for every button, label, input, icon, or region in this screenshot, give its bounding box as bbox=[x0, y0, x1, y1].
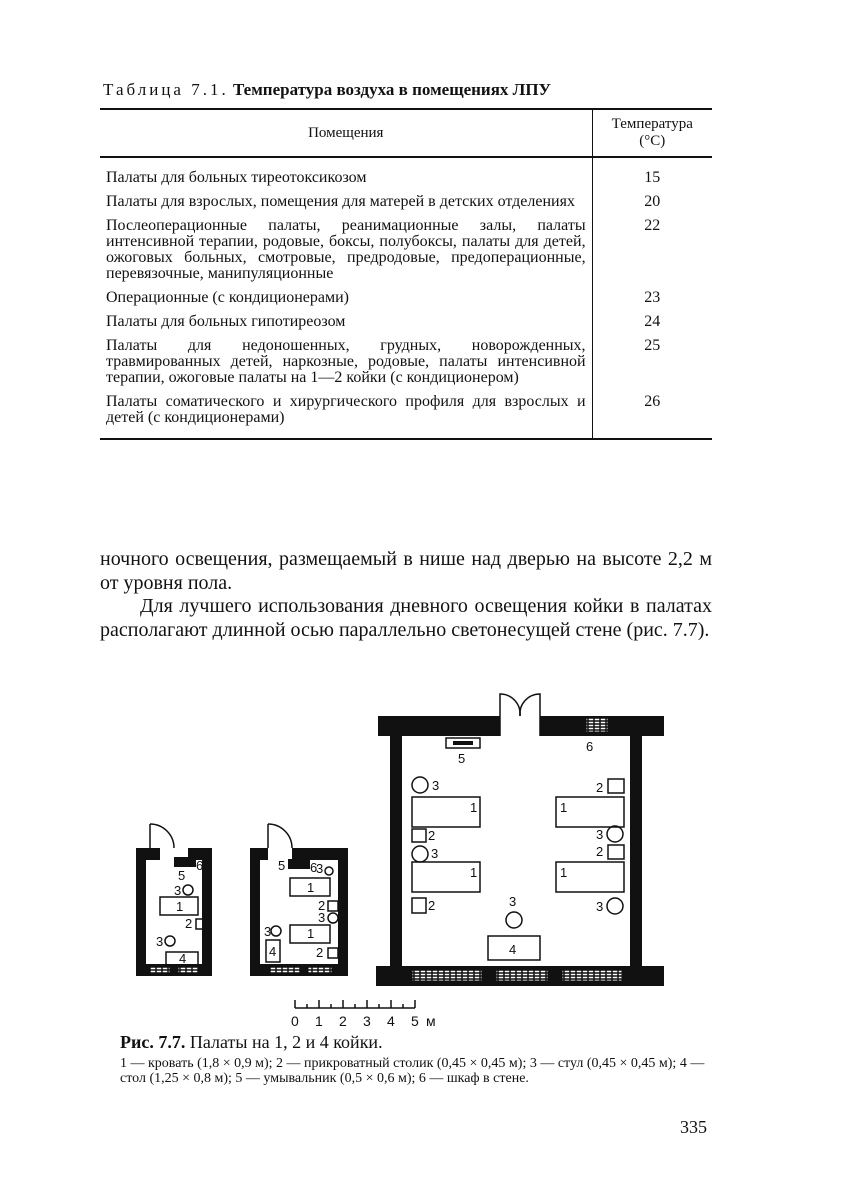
scale-tick-label: 5 bbox=[411, 1013, 419, 1029]
label-3: 3 bbox=[316, 861, 324, 876]
temperature-cell: 20 bbox=[592, 192, 712, 216]
label-1: 1 bbox=[307, 926, 315, 941]
temperature-table bbox=[100, 108, 712, 440]
column-header-temperature bbox=[592, 109, 712, 157]
scale-bar bbox=[295, 1000, 415, 1008]
table-caption bbox=[103, 80, 551, 100]
column-header-temperature-line1: Температура bbox=[611, 116, 693, 132]
table-row bbox=[100, 288, 712, 312]
temperature-cell: 22 bbox=[592, 216, 712, 288]
scale-bar-labels bbox=[291, 1013, 436, 1029]
label-2: 2 bbox=[316, 945, 324, 960]
label-4: 4 bbox=[509, 942, 517, 957]
label-6: 6 bbox=[310, 860, 318, 875]
label-5: 5 bbox=[278, 858, 286, 873]
label-4: 4 bbox=[179, 951, 187, 966]
label-1: 1 bbox=[560, 800, 568, 815]
label-1: 1 bbox=[470, 800, 478, 815]
label-6: 6 bbox=[196, 858, 204, 873]
room-cell: Палаты для больных тиреотоксикозом bbox=[106, 169, 367, 186]
ward-plan-4-labels bbox=[428, 739, 603, 957]
label-2: 2 bbox=[596, 844, 604, 859]
label-3: 3 bbox=[431, 846, 439, 861]
scale-tick-label: 2 bbox=[339, 1013, 347, 1029]
label-1: 1 bbox=[470, 865, 478, 880]
scale-tick-label: 3 bbox=[363, 1013, 371, 1029]
room-cell: Палаты для больных гипотиреозом bbox=[106, 313, 346, 330]
temperature-cell: 15 bbox=[592, 157, 712, 192]
ward-floor-plans bbox=[120, 688, 680, 1030]
room-cell: Послеоперационные палаты, реанимационные залы, палаты интенсивной терапии, родовые, боксы, полубоксы, палаты для детей, ожоговых больных, смотровые, предродовые, предоперационные, перевязочные, манипуляционные bbox=[106, 217, 586, 282]
ward-plan-1-bed bbox=[136, 824, 212, 976]
label-3: 3 bbox=[432, 778, 440, 793]
label-5: 5 bbox=[458, 751, 466, 766]
table-caption-title: Температура воздуха в помещениях ЛПУ bbox=[232, 80, 552, 99]
room-cell: Операционные (с кондиционерами) bbox=[106, 289, 349, 306]
label-3: 3 bbox=[596, 899, 604, 914]
table-row bbox=[100, 336, 712, 392]
figure-legend: 1 — кровать (1,8 × 0,9 м); 2 — прикроватный столик (0,45 × 0,45 м); 3 — стул (0,45 × 0,45 м); 4 — стол (1,25 × 0,8 м); 5 — умывальник (0,5 × 0,6 м); 6 — шкаф в стене. bbox=[120, 1056, 705, 1086]
temperature-cell: 26 bbox=[592, 392, 712, 439]
table-row bbox=[100, 192, 712, 216]
room-cell: Палаты соматического и хирургического профиля для взрослых и детей (с кондиционерами) bbox=[100, 392, 592, 439]
table-row bbox=[100, 216, 712, 288]
body-paragraph-1: ночного освещения, размещаемый в нише над дверью на высоте 2,2 м от уровня пола. bbox=[100, 548, 712, 594]
label-6: 6 bbox=[586, 739, 594, 754]
label-5: 5 bbox=[178, 868, 186, 883]
ward-plan-2-labels bbox=[264, 858, 325, 960]
room-cell: Палаты для взрослых, помещения для матерей в детских отделениях bbox=[106, 193, 575, 210]
label-3: 3 bbox=[156, 934, 164, 949]
label-2: 2 bbox=[428, 828, 436, 843]
label-3: 3 bbox=[509, 894, 517, 909]
label-1: 1 bbox=[560, 865, 568, 880]
label-1: 1 bbox=[176, 899, 184, 914]
page-number: 335 bbox=[680, 1117, 707, 1137]
scale-unit: м bbox=[426, 1013, 436, 1029]
table-row bbox=[100, 312, 712, 336]
body-paragraph-2: Для лучшего использования дневного освещения койки в палатах располагают длинной осью параллельно светонесущей стене (рис. 7.7). bbox=[100, 595, 712, 641]
column-header-room: Помещения bbox=[100, 109, 592, 157]
label-2: 2 bbox=[318, 898, 326, 913]
temperature-cell: 23 bbox=[592, 288, 712, 312]
label-4: 4 bbox=[269, 944, 277, 959]
table-caption-label: Таблица 7.1. bbox=[103, 80, 229, 99]
label-3: 3 bbox=[596, 827, 604, 842]
label-3: 3 bbox=[318, 910, 326, 925]
label-1: 1 bbox=[307, 880, 315, 895]
figure-label: Рис. 7.7. bbox=[120, 1032, 186, 1052]
figure-title-text: Палаты на 1, 2 и 4 койки. bbox=[189, 1032, 383, 1052]
ward-plan-4-beds bbox=[376, 694, 664, 986]
column-header-temperature-line2: (°С) bbox=[639, 133, 666, 149]
label-3: 3 bbox=[264, 924, 272, 939]
scale-tick-label: 4 bbox=[387, 1013, 395, 1029]
scale-tick-label: 1 bbox=[315, 1013, 323, 1029]
ward-plan-1-labels bbox=[156, 858, 203, 966]
temperature-cell: 25 bbox=[592, 336, 712, 392]
room-cell: Палаты для недоношенных, грудных, новорожденных, травмированных детей, наркозные, родовые, палаты интенсивной терапии, ожоговые палаты на 1—2 койки (с кондиционером) bbox=[106, 337, 586, 386]
label-2: 2 bbox=[185, 916, 193, 931]
label-2: 2 bbox=[596, 780, 604, 795]
figure-title bbox=[120, 1032, 383, 1053]
ward-plan-2-beds bbox=[250, 824, 348, 976]
table-header-row bbox=[100, 109, 712, 157]
table-row bbox=[100, 392, 712, 439]
temperature-cell: 24 bbox=[592, 312, 712, 336]
scale-tick-label: 0 bbox=[291, 1013, 299, 1029]
label-2: 2 bbox=[428, 898, 436, 913]
table-row bbox=[100, 157, 712, 192]
label-3: 3 bbox=[174, 883, 182, 898]
